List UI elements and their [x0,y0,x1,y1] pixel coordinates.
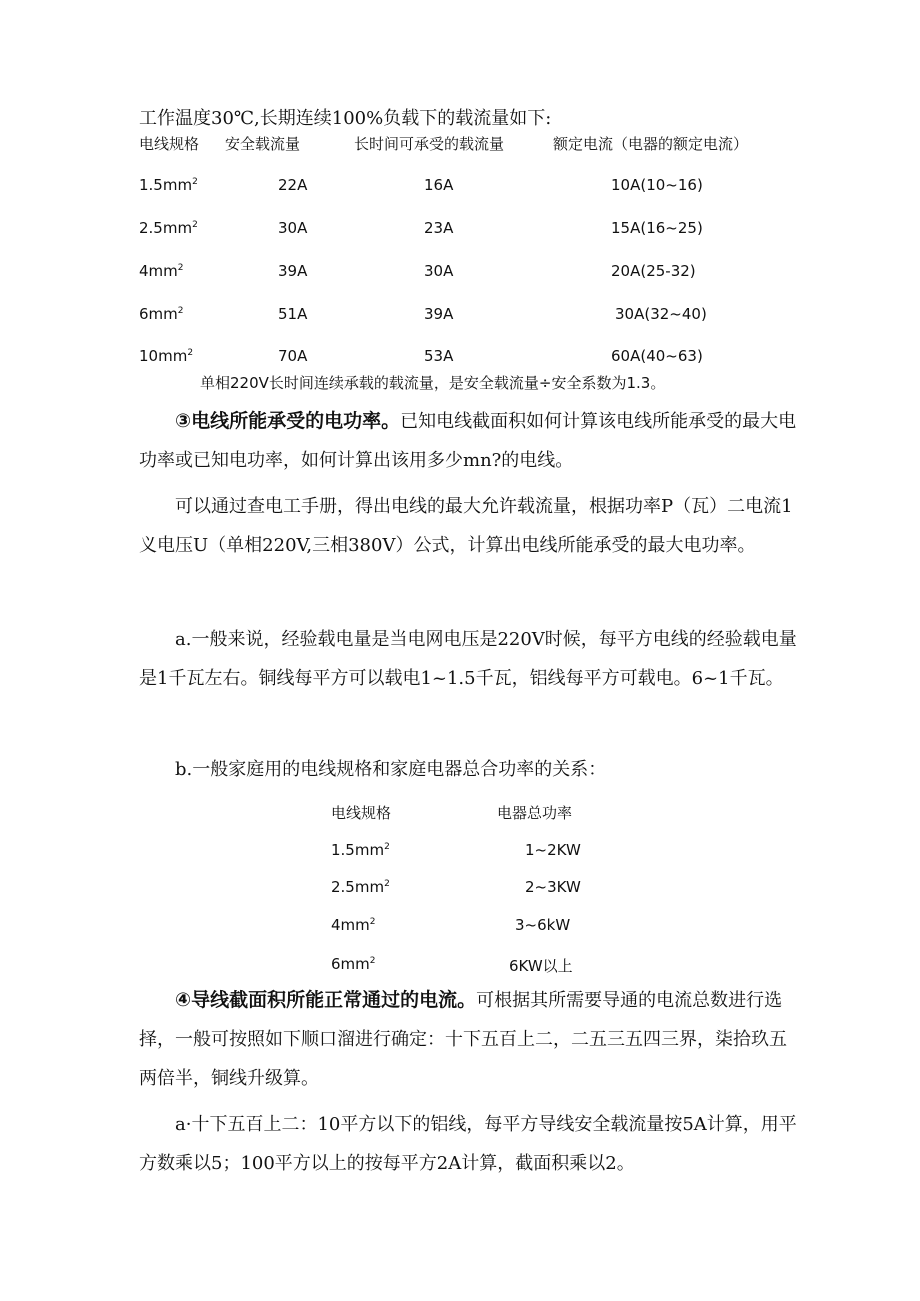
table1-row-rated: 15A(16~25) [611,219,703,237]
table1-note: 单相220V长时间连续承载的载流量，是安全载流量÷安全系数为1.3。 [200,374,666,392]
section4-title: ④导线截面积所能正常通过的电流。 [175,989,477,1011]
table1-row-safe: 22A [278,176,308,194]
table2-header-spec: 电线规格 [331,804,392,822]
section3-paragraph: ③电线所能承受的电功率。已知电线截面积如何计算该电线所能承受的最大电功率或已知电功率，如何计算出该用多少mn?的电线。 [139,410,797,471]
table1-row-rated: 30A(32~40) [615,305,707,323]
section4-paragraph: ④导线截面积所能正常通过的电流。可根据其所需要导通的电流总数进行选择，一般可按照如下顺口溜进行确定：十下五百上二，二五三五四三界，柒拾玖五两倍半，铜线升级算。 [139,989,787,1089]
section3-paragraph-a: a.一般来说，经验载电量是当电网电压是220V时候，每平方电线的经验载电量是1千瓦左右。铜线每平方可以载电1~1.5千瓦，铝线每平方可载电。6~1千瓦。 [139,629,797,689]
table1-row-rated: 60A(40~63) [611,347,703,365]
table1-row-spec: $6mm^2$ [139,305,184,323]
table1-row-rated: 20A(25-32) [611,262,696,280]
table1-header-spec: 电线规格 [139,135,200,153]
table2-header-power: 电器总功率 [497,804,573,822]
table1-row-safe: 30A [278,219,308,237]
table2-row-power: 1~2KW [525,841,581,859]
table2-row-spec: $2.5mm^2$ [331,878,390,896]
section3-paragraph-b: b.一般家庭用的电线规格和家庭电器总合功率的关系： [175,759,607,780]
table1-row-long: 39A [424,305,454,323]
table1-header-long: 长时间可承受的载流量 [354,135,505,153]
table1-row-long: 53A [424,347,454,365]
section3-paragraph-2: 可以通过查电工手册，得出电线的最大允许载流量，根据功率P（瓦）二电流1义电压U（单相220V,三相380V）公式，计算出电线所能承受的最大电功率。 [139,496,793,556]
section3-title: ③电线所能承受的电功率。 [175,410,401,432]
table1-row-safe: 51A [278,305,308,323]
table2-row-spec: $4mm^2$ [331,916,376,934]
intro-text: 工作温度30℃,长期连续100%负载下的载流量如下: [139,108,552,129]
table1-row-rated: 10A(10~16) [611,176,703,194]
table1-row-spec: $4mm^2$ [139,262,184,280]
table1-row-spec: $10mm^2$ [139,347,194,365]
table1-row-long: 23A [424,219,454,237]
table2-row-power: 6KW以上 [509,957,573,975]
table1-row-long: 16A [424,176,454,194]
table1-header-safe: 安全载流量 [225,135,301,153]
table2-row-spec: $6mm^2$ [331,955,376,973]
table1-row-spec: $1.5mm^2$ [139,176,198,194]
table2-row-power: 3~6kW [515,916,571,934]
table2-row-power: 2~3KW [525,878,581,896]
table1-row-spec: $2.5mm^2$ [139,219,198,237]
table1-row-safe: 70A [278,347,308,365]
table1-row-safe: 39A [278,262,308,280]
table1-header-rated: 额定电流（电器的额定电流） [553,135,749,153]
section4-paragraph-a: a·十下五百上二：10平方以下的铝线，每平方导线安全载流量按5A计算，用平方数乘以5；100平方以上的按每平方2A计算，截面积乘以2。 [139,1114,797,1174]
table1-row-long: 30A [424,262,454,280]
table2-row-spec: $1.5mm^2$ [331,841,390,859]
